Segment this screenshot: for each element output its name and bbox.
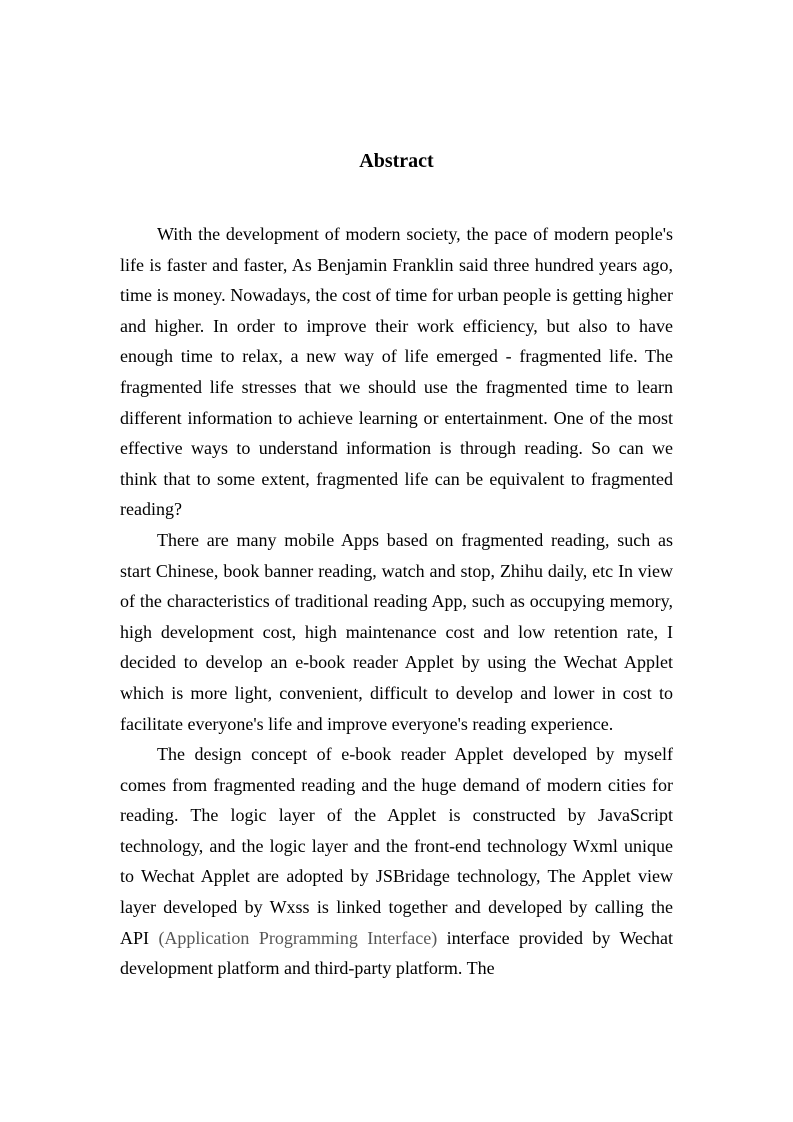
abstract-paragraph-2: There are many mobile Apps based on fragmented reading, such as start Chinese, book banner reading, watch and stop, Zhihu daily, etc In view of the characteristics of traditional reading App, such as occupying memory, high development cost, high maintenance cost and low retention rate, I decided to develop an e-book reader Applet by using the Wechat Applet which is more light, convenient, difficult to develop and lower in cost to facilitate everyone's life and improve everyone's reading experience. <box>120 529 673 734</box>
abstract-body <box>120 219 673 984</box>
abstract-title: Abstract <box>359 150 434 172</box>
abstract-paragraph-1: With the development of modern society, the pace of modern people's life is faster and faster, As Benjamin Franklin said three hundred years ago, time is money. Nowadays, the cost of time for urban people is getting higher and higher. In order to improve their work efficiency, but also to have enough time to relax, a new way of life emerged - fragmented life. The fragmented life stresses that we should use the fragmented time to learn different information to achieve learning or entertainment. One of the most effective ways to understand information is through reading. So can we think that to some extent, fragmented life can be equivalent to fragmented reading? <box>120 224 673 520</box>
abstract-paragraph-3 <box>120 739 673 984</box>
paragraph-3-text-end: interface provided by Wechat development platform and third-party platform. The <box>120 927 673 979</box>
api-parenthetical: (Application Programming Interface) <box>158 927 438 948</box>
paragraph-3-text-start: The design concept of e-book reader Applet developed by myself comes from fragmented reading and the huge demand of modern cities for reading. The logic layer of the Applet is constructed by JavaScript technology, and the logic layer and the front-end technology Wxml unique to Wechat Applet are adopted by JSBridage technology, The Applet view layer developed by Wxss is linked together and developed by calling the API <box>120 744 673 948</box>
